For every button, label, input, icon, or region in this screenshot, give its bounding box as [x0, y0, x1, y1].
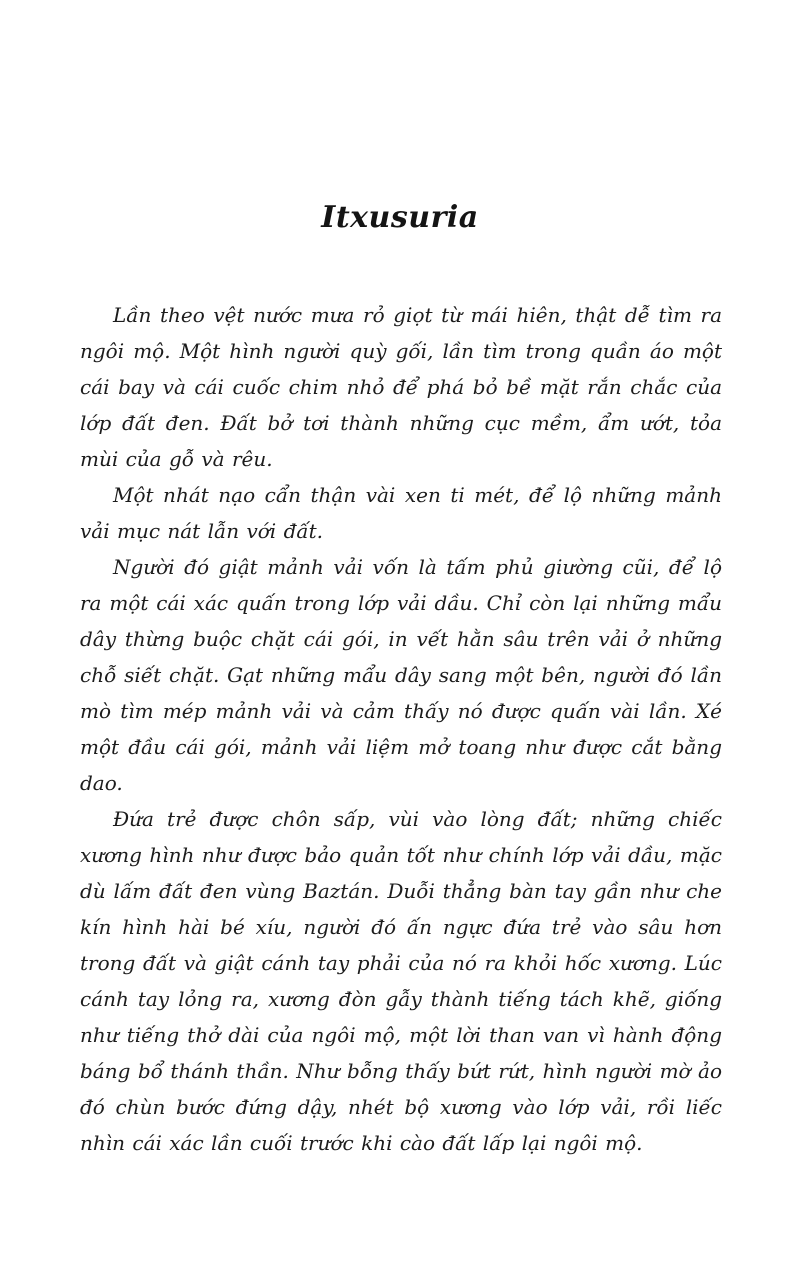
chapter-title: Itxusuria: [321, 200, 479, 235]
paragraph-3: Người đó giật mảnh vải vốn là tấm phủ giường cũi, để lộ ra một cái xác quấn trong lớp vải dầu. Chỉ còn lại những mẩu dây thừng buộc chặt cái gói, in vết hằn sâu trên vải ở những chỗ siết chặt. Gạt những mẩu dây sang một bên, người đó lần mò tìm mép mảnh vải và cảm thấy nó được quấn vài lần. Xé một đầu cái gói, mảnh vải liệm mở toang như được cắt bằng dao.: [80, 555, 722, 795]
body-text-block: [80, 297, 722, 1161]
paragraph-4: Đứa trẻ được chôn sấp, vùi vào lòng đất; những chiếc xương hình như được bảo quản tốt như chính lớp vải dầu, mặc dù lấm đất đen vùng Baztán. Duỗi thẳng bàn tay gần như che kín hình hài bé xíu, người đó ấn ngực đứa trẻ vào sâu hơn trong đất và giật cánh tay phải của nó ra khỏi hốc xương. Lúc cánh tay lỏng ra, xương đòn gẫy thành tiếng tách khẽ, giống như tiếng thở dài của ngôi mộ, một lời than van vì hành động báng bổ thánh thần. Như bỗng thấy bứt rứt, hình người mờ ảo đó chùn bước đứng dậy, nhét bộ xương vào lớp vải, rồi liếc nhìn cái xác lần cuối trước khi cào đất lấp lại ngôi mộ.: [80, 807, 722, 1155]
paragraph-2: Một nhát nạo cẩn thận vài xen ti mét, để lộ những mảnh vải mục nát lẫn với đất.: [80, 483, 722, 543]
paragraph-1: Lần theo vệt nước mưa rỏ giọt từ mái hiên, thật dễ tìm ra ngôi mộ. Một hình người quỳ gối, lần tìm trong quần áo một cái bay và cái cuốc chim nhỏ để phá bỏ bề mặt rắn chắc của lớp đất đen. Đất bở tơi thành những cục mềm, ẩm ướt, tỏa mùi của gỗ và rêu.: [80, 303, 722, 471]
